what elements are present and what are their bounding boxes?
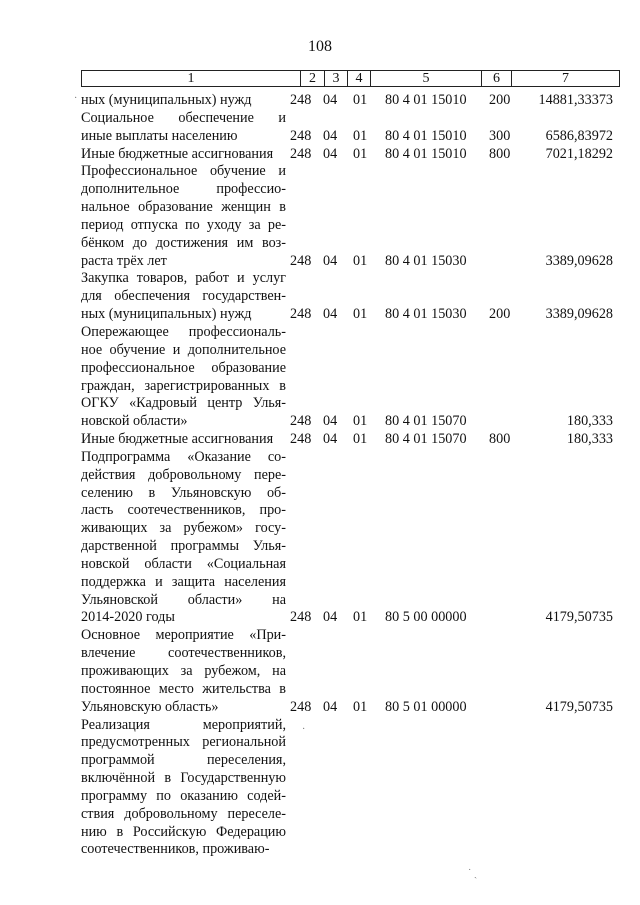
section-code: 04 bbox=[323, 92, 338, 108]
scan-speck: · bbox=[302, 724, 306, 735]
description-line: дополнительное профессио- bbox=[81, 181, 286, 198]
description-line: селению в Ульяновскую об- bbox=[81, 484, 286, 501]
description-line: предусмотренных региональной bbox=[81, 734, 286, 751]
subsection-code: 01 bbox=[353, 145, 368, 162]
chapter-code: 248 bbox=[290, 413, 312, 430]
amount: 180,333 bbox=[566, 413, 613, 430]
subsection-code: 01 bbox=[353, 698, 368, 715]
header-col-7: 7 bbox=[562, 71, 569, 86]
description-line: проживающих за рубежом, на bbox=[81, 663, 286, 679]
chapter-code: 248 bbox=[290, 127, 312, 144]
expense-type-code bbox=[489, 609, 525, 627]
expense-type-code: 300 bbox=[489, 127, 511, 144]
description-line: иные выплаты населению bbox=[81, 127, 238, 144]
target-article-code: 80 5 01 00000 bbox=[385, 698, 467, 715]
description-line: Основное мероприятие «При- bbox=[81, 627, 286, 644]
description-line: влечение соотечественников, bbox=[81, 645, 286, 662]
row-description bbox=[81, 324, 286, 431]
target-article-code: 80 4 01 15030 bbox=[385, 306, 467, 323]
amount: 6586,83972 bbox=[545, 127, 613, 144]
section-code: 04 bbox=[323, 306, 338, 323]
description-line: ОГКУ «Кадровый центр Улья- bbox=[81, 395, 286, 412]
description-line: профессиональное образование bbox=[81, 359, 286, 376]
expense-type-code: 200 bbox=[489, 92, 511, 108]
section-code: 04 bbox=[323, 609, 338, 626]
description-line: поддержка и защита населения bbox=[81, 573, 286, 590]
chapter-code: 248 bbox=[290, 92, 312, 108]
subsection-code: 01 bbox=[353, 431, 368, 448]
row-description bbox=[81, 92, 286, 110]
table-row bbox=[81, 717, 613, 860]
row-description bbox=[81, 110, 286, 146]
subsection-code: 01 bbox=[353, 252, 368, 269]
row-codes bbox=[286, 306, 613, 324]
description-line: новской области «Социальная bbox=[81, 555, 286, 572]
target-article-code: 80 4 01 15010 bbox=[385, 145, 467, 162]
row-codes bbox=[286, 413, 613, 431]
target-article-code: 80 4 01 15070 bbox=[385, 413, 467, 430]
row-codes bbox=[286, 699, 613, 717]
description-line: программу по оказанию содей- bbox=[81, 787, 286, 804]
expense-type-code bbox=[489, 413, 525, 431]
description-line: Подпрограмма «Оказание со- bbox=[81, 448, 286, 465]
target-article-code: 80 5 00 00000 bbox=[385, 609, 467, 626]
description-line: Социальное обеспечение и bbox=[81, 109, 286, 126]
amount: 7021,18292 bbox=[545, 145, 613, 162]
row-codes bbox=[286, 146, 613, 164]
subsection-code: 01 bbox=[353, 609, 368, 626]
description-line: Ульяновской области» на bbox=[81, 591, 286, 608]
section-code: 04 bbox=[323, 698, 338, 715]
target-article-code: 80 4 01 15010 bbox=[385, 127, 467, 144]
description-line: граждан, зарегистрированных в bbox=[81, 377, 286, 394]
amount: 4179,50735 bbox=[545, 698, 613, 715]
description-line: программой переселения, bbox=[81, 752, 286, 769]
chapter-code: 248 bbox=[290, 609, 312, 626]
subsection-code: 01 bbox=[353, 413, 368, 430]
expense-type-code: 800 bbox=[489, 431, 511, 448]
table-row bbox=[81, 449, 613, 627]
description-line: дарственной программы Улья- bbox=[81, 538, 286, 555]
table-body bbox=[81, 92, 613, 859]
description-line: Профессиональное обучение и bbox=[81, 163, 286, 180]
amount: 4179,50735 bbox=[545, 609, 613, 626]
header-col-5: 5 bbox=[371, 71, 482, 86]
expense-type-code: 800 bbox=[489, 145, 511, 162]
description-line: для обеспечения государствен- bbox=[81, 288, 286, 305]
scan-speck: ˙ ˏ bbox=[468, 868, 478, 879]
expense-type-code bbox=[489, 253, 525, 271]
description-line: Опережающее профессиональ- bbox=[81, 323, 286, 340]
description-line: нальное образование женщин в bbox=[81, 199, 286, 216]
amount: 3389,09628 bbox=[545, 306, 613, 323]
row-description bbox=[81, 146, 286, 164]
description-line: бёнком до достижения им воз- bbox=[81, 234, 286, 251]
table-row bbox=[81, 627, 613, 716]
row-codes bbox=[286, 253, 613, 271]
row-codes bbox=[286, 128, 613, 146]
chapter-code: 248 bbox=[290, 698, 312, 715]
table-row bbox=[81, 92, 613, 110]
target-article-code: 80 4 01 15030 bbox=[385, 252, 467, 269]
chapter-code: 248 bbox=[290, 252, 312, 269]
table-row bbox=[81, 324, 613, 431]
description-line: нию в Российскую Федерацию bbox=[81, 823, 286, 840]
target-article-code: 80 4 01 15010 bbox=[385, 92, 467, 108]
description-line: ных (муниципальных) нужд bbox=[81, 92, 252, 108]
description-line: ласть соотечественников, про- bbox=[81, 502, 286, 519]
header-col-1: 1 bbox=[82, 71, 301, 86]
chapter-code: 248 bbox=[290, 431, 312, 448]
amount: 14881,33373 bbox=[538, 92, 613, 108]
description-line: 2014-2020 годы bbox=[81, 609, 175, 626]
description-line: действия добровольному пере- bbox=[81, 466, 286, 483]
chapter-code: 248 bbox=[290, 306, 312, 323]
page-number: 108 bbox=[308, 38, 332, 55]
header-col-3: 3 bbox=[325, 71, 348, 86]
description-line: ное обучение и дополнительное bbox=[81, 341, 286, 358]
table-row bbox=[81, 163, 613, 270]
description-line: постоянное место жительства в bbox=[81, 680, 286, 697]
description-line: период отпуска по уходу за ре- bbox=[81, 216, 286, 233]
row-description bbox=[81, 163, 286, 270]
description-line: Закупка товаров, работ и услуг bbox=[81, 270, 286, 287]
row-description bbox=[81, 717, 286, 860]
table-row bbox=[81, 431, 613, 449]
subsection-code: 01 bbox=[353, 92, 368, 108]
description-line: раста трёх лет bbox=[81, 252, 167, 269]
amount: 3389,09628 bbox=[545, 252, 613, 269]
expense-type-code bbox=[489, 699, 525, 717]
chapter-code: 248 bbox=[290, 145, 312, 162]
description-line: включённой в Государственную bbox=[81, 770, 286, 787]
description-line: живающих за рубежом» госу- bbox=[81, 520, 286, 537]
section-code: 04 bbox=[323, 413, 338, 430]
description-line: ных (муниципальных) нужд bbox=[81, 306, 252, 323]
table-row bbox=[81, 146, 613, 164]
description-line: Ульяновскую область» bbox=[81, 698, 219, 715]
section-code: 04 bbox=[323, 145, 338, 162]
description-line: ствия добровольному переселе- bbox=[81, 805, 286, 822]
subsection-code: 01 bbox=[353, 306, 368, 323]
section-code: 04 bbox=[323, 431, 338, 448]
row-codes bbox=[286, 92, 613, 110]
description-line: соотечественников, проживаю- bbox=[81, 841, 270, 858]
amount: 180,333 bbox=[566, 431, 613, 448]
table-row bbox=[81, 270, 613, 324]
subsection-code: 01 bbox=[353, 127, 368, 144]
row-codes bbox=[286, 609, 613, 627]
row-codes bbox=[286, 431, 613, 449]
description-line: Иные бюджетные ассигнования bbox=[81, 145, 274, 162]
description-line: Иные бюджетные ассигнования bbox=[81, 431, 274, 448]
row-description bbox=[81, 270, 286, 324]
header-col-4: 4 bbox=[348, 71, 371, 86]
row-description bbox=[81, 431, 286, 449]
section-code: 04 bbox=[323, 127, 338, 144]
table-header bbox=[81, 70, 620, 87]
header-col-2: 2 bbox=[301, 71, 325, 86]
target-article-code: 80 4 01 15070 bbox=[385, 431, 467, 448]
row-description bbox=[81, 627, 286, 716]
table-row bbox=[81, 110, 613, 146]
description-line: Реализация мероприятий, bbox=[81, 716, 286, 733]
expense-type-code: 200 bbox=[489, 306, 511, 323]
header-col-6: 6 bbox=[482, 71, 512, 86]
description-line: новской области» bbox=[81, 413, 188, 430]
scan-speck: · bbox=[74, 93, 78, 104]
row-description bbox=[81, 449, 286, 627]
section-code: 04 bbox=[323, 252, 338, 269]
